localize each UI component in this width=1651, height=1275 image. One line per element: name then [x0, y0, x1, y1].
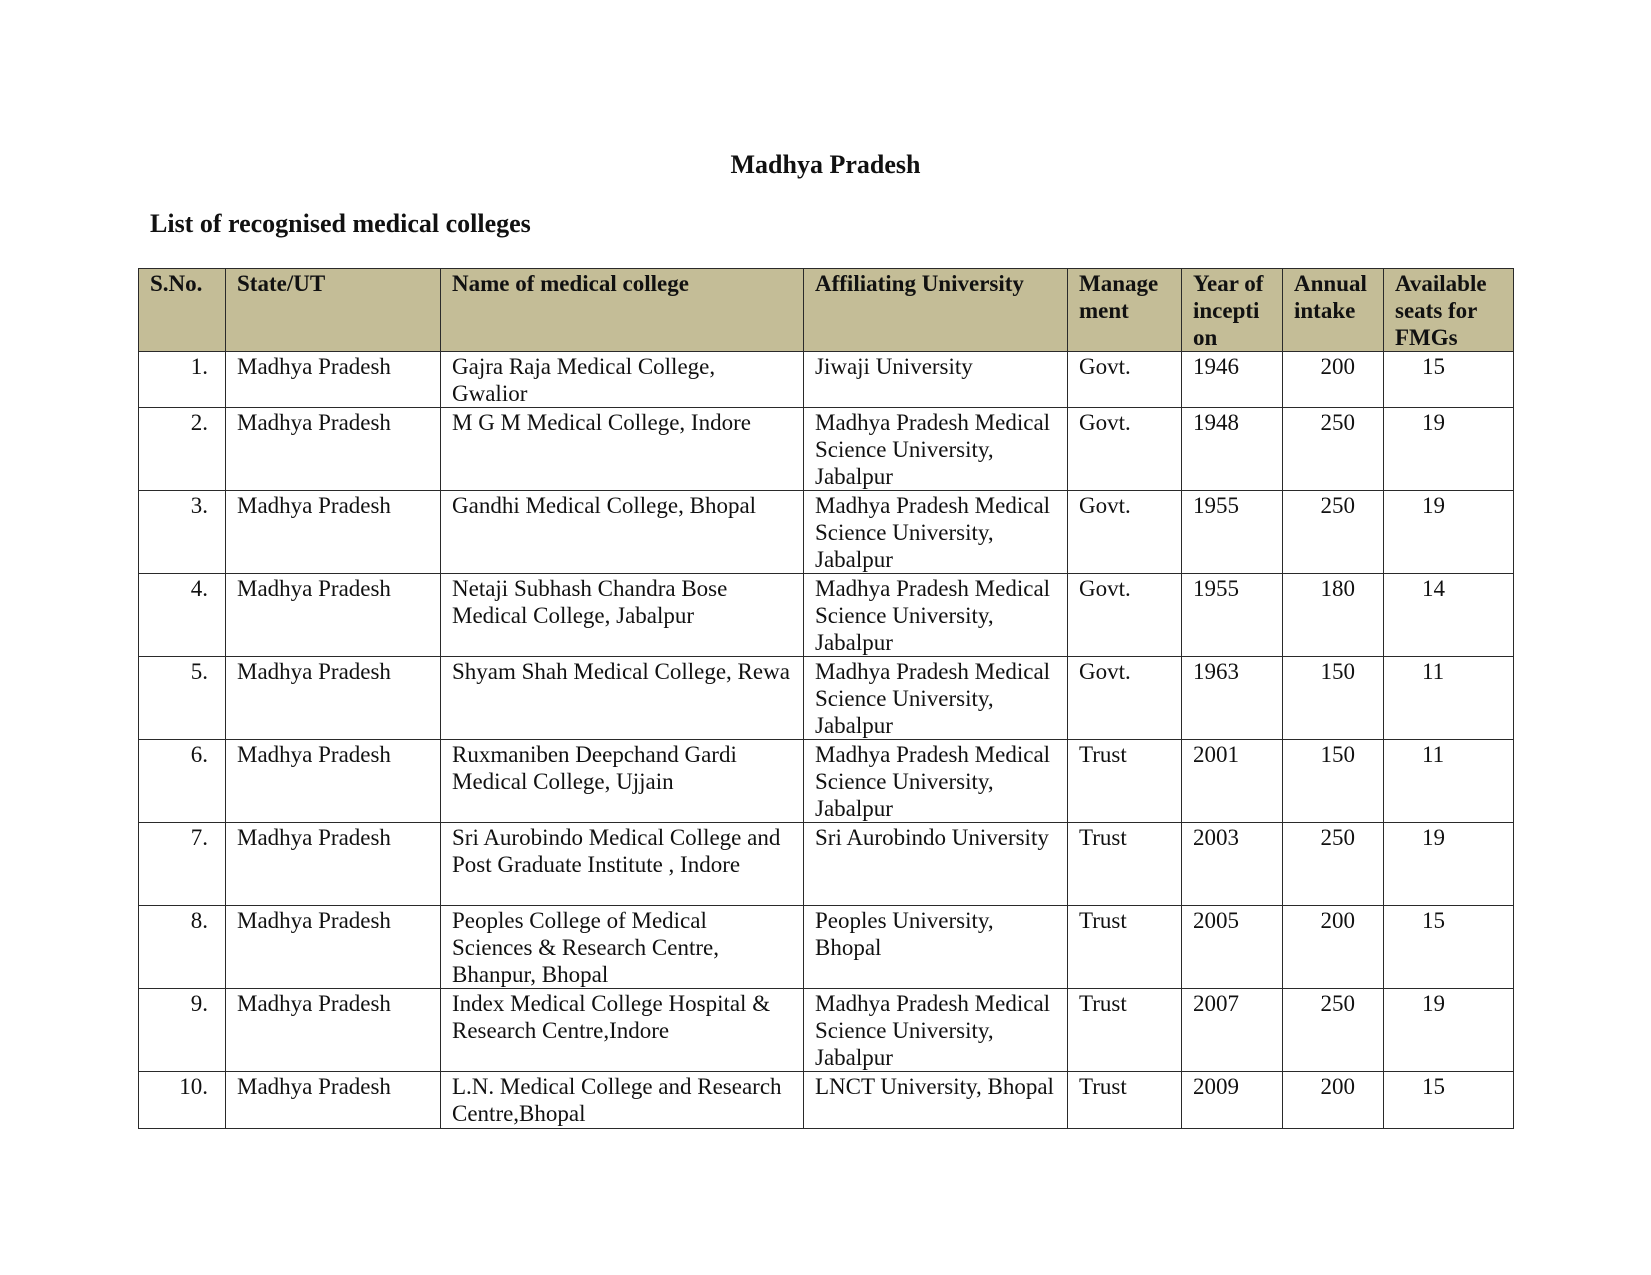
cell-college: Netaji Subhash Chandra Bose Medical College, Jabalpur — [441, 574, 804, 657]
cell-state: Madhya Pradesh — [226, 408, 441, 491]
cell-university: Madhya Pradesh Medical Science University, Jabalpur — [804, 657, 1068, 740]
table-row — [139, 352, 1514, 408]
table-row — [139, 491, 1514, 574]
table-row — [139, 408, 1514, 491]
cell-sno: 6. — [139, 740, 226, 823]
cell-intake: 200 — [1283, 352, 1384, 408]
cell-sno: 1. — [139, 352, 226, 408]
cell-management: Govt. — [1068, 408, 1182, 491]
cell-management: Trust — [1068, 906, 1182, 989]
cell-state: Madhya Pradesh — [226, 1072, 441, 1129]
table-row — [139, 989, 1514, 1072]
cell-seats: 19 — [1384, 408, 1514, 491]
cell-state: Madhya Pradesh — [226, 740, 441, 823]
header-management: Manage ment — [1068, 269, 1182, 352]
cell-sno: 3. — [139, 491, 226, 574]
cell-year: 1955 — [1182, 491, 1283, 574]
table-row — [139, 1072, 1514, 1129]
cell-university: Madhya Pradesh Medical Science University, Jabalpur — [804, 989, 1068, 1072]
cell-intake: 200 — [1283, 1072, 1384, 1129]
cell-state: Madhya Pradesh — [226, 491, 441, 574]
cell-university: Sri Aurobindo University — [804, 823, 1068, 906]
cell-year: 2003 — [1182, 823, 1283, 906]
header-seats: Available seats for FMGs — [1384, 269, 1514, 352]
header-university: Affiliating University — [804, 269, 1068, 352]
cell-management: Govt. — [1068, 352, 1182, 408]
cell-college: Gandhi Medical College, Bhopal — [441, 491, 804, 574]
cell-year: 1963 — [1182, 657, 1283, 740]
cell-intake: 250 — [1283, 491, 1384, 574]
section-heading: List of recognised medical colleges — [150, 209, 531, 238]
cell-intake: 150 — [1283, 740, 1384, 823]
cell-college: Gajra Raja Medical College, Gwalior — [441, 352, 804, 408]
cell-management: Govt. — [1068, 574, 1182, 657]
cell-seats: 11 — [1384, 740, 1514, 823]
cell-seats: 15 — [1384, 1072, 1514, 1129]
cell-management: Trust — [1068, 740, 1182, 823]
cell-university: LNCT University, Bhopal — [804, 1072, 1068, 1129]
cell-university: Madhya Pradesh Medical Science University, Jabalpur — [804, 574, 1068, 657]
cell-seats: 14 — [1384, 574, 1514, 657]
cell-sno: 7. — [139, 823, 226, 906]
table-row — [139, 823, 1514, 906]
cell-sno: 8. — [139, 906, 226, 989]
cell-state: Madhya Pradesh — [226, 352, 441, 408]
cell-seats: 15 — [1384, 906, 1514, 989]
cell-intake: 250 — [1283, 989, 1384, 1072]
cell-college: M G M Medical College, Indore — [441, 408, 804, 491]
cell-seats: 19 — [1384, 989, 1514, 1072]
cell-management: Govt. — [1068, 657, 1182, 740]
cell-state: Madhya Pradesh — [226, 906, 441, 989]
header-sno: S.No. — [139, 269, 226, 352]
cell-sno: 10. — [139, 1072, 226, 1129]
header-year: Year of incepti on — [1182, 269, 1283, 352]
cell-state: Madhya Pradesh — [226, 823, 441, 906]
header-college: Name of medical college — [441, 269, 804, 352]
cell-university: Madhya Pradesh Medical Science University, Jabalpur — [804, 740, 1068, 823]
cell-year: 2001 — [1182, 740, 1283, 823]
table-row — [139, 906, 1514, 989]
cell-year: 1946 — [1182, 352, 1283, 408]
cell-seats: 19 — [1384, 491, 1514, 574]
cell-year: 2005 — [1182, 906, 1283, 989]
header-state: State/UT — [226, 269, 441, 352]
cell-college: L.N. Medical College and Research Centre,Bhopal — [441, 1072, 804, 1129]
cell-state: Madhya Pradesh — [226, 574, 441, 657]
cell-university: Madhya Pradesh Medical Science University, Jabalpur — [804, 408, 1068, 491]
cell-state: Madhya Pradesh — [226, 989, 441, 1072]
cell-year: 1955 — [1182, 574, 1283, 657]
cell-seats: 15 — [1384, 352, 1514, 408]
cell-management: Trust — [1068, 1072, 1182, 1129]
cell-management: Govt. — [1068, 491, 1182, 574]
cell-intake: 180 — [1283, 574, 1384, 657]
cell-management: Trust — [1068, 989, 1182, 1072]
cell-college: Peoples College of Medical Sciences & Research Centre, Bhanpur, Bhopal — [441, 906, 804, 989]
cell-sno: 9. — [139, 989, 226, 1072]
cell-college: Shyam Shah Medical College, Rewa — [441, 657, 804, 740]
cell-intake: 250 — [1283, 408, 1384, 491]
cell-year: 2007 — [1182, 989, 1283, 1072]
cell-intake: 200 — [1283, 906, 1384, 989]
table-row — [139, 657, 1514, 740]
table-header-row — [139, 269, 1514, 352]
table-row — [139, 574, 1514, 657]
cell-sno: 5. — [139, 657, 226, 740]
page-title: Madhya Pradesh — [730, 150, 921, 179]
cell-university: Jiwaji University — [804, 352, 1068, 408]
cell-university: Madhya Pradesh Medical Science University, Jabalpur — [804, 491, 1068, 574]
cell-management: Trust — [1068, 823, 1182, 906]
cell-intake: 150 — [1283, 657, 1384, 740]
cell-college: Sri Aurobindo Medical College and Post Graduate Institute , Indore — [441, 823, 804, 906]
cell-university: Peoples University, Bhopal — [804, 906, 1068, 989]
header-intake: Annual intake — [1283, 269, 1384, 352]
cell-college: Index Medical College Hospital & Research Centre,Indore — [441, 989, 804, 1072]
cell-college: Ruxmaniben Deepchand Gardi Medical College, Ujjain — [441, 740, 804, 823]
cell-sno: 4. — [139, 574, 226, 657]
colleges-table — [138, 268, 1514, 1129]
cell-seats: 19 — [1384, 823, 1514, 906]
cell-state: Madhya Pradesh — [226, 657, 441, 740]
cell-year: 1948 — [1182, 408, 1283, 491]
cell-seats: 11 — [1384, 657, 1514, 740]
table-row — [139, 740, 1514, 823]
cell-sno: 2. — [139, 408, 226, 491]
cell-intake: 250 — [1283, 823, 1384, 906]
cell-year: 2009 — [1182, 1072, 1283, 1129]
